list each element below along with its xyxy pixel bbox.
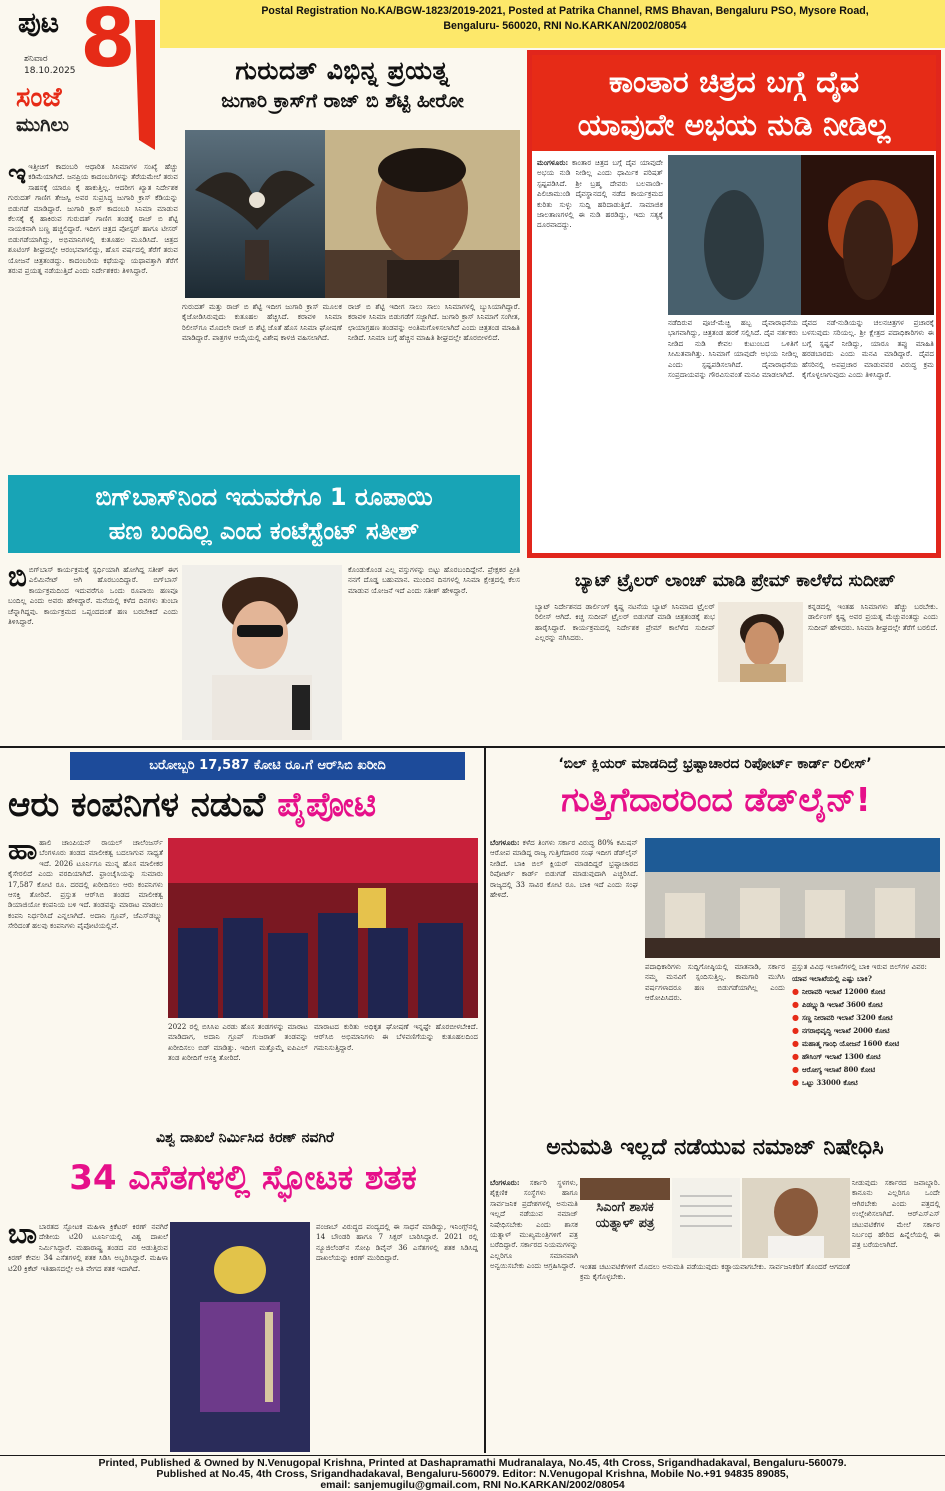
list-item: ● ಪಿಡಬ್ಲ್ಯುಡಿ ಇಲಾಖೆ 3600 ಕೋಟಿ xyxy=(792,998,940,1011)
kantara-still-photo xyxy=(668,155,934,315)
rcb-headline-pink: ಪೈಪೋಟಿ xyxy=(277,785,377,825)
rcb-column-3 xyxy=(314,1022,478,1117)
rcb-kicker: ಬರೋಬ್ಬರಿ 17,587 ಕೋಟಿ ರೂ.ಗೆ ಆರ್‌ಸಿಬಿ ಖರೀದಿ xyxy=(70,752,465,780)
rcb-dropcap: ಹಾ xyxy=(8,838,38,866)
kantara-body-2: ನಡೆದಿರುವ ಪೂಜೆ-ಮೆಚ್ಚಿ ಹಬ್ಬ ದೈವಾರಾಧನೆಯ ಭಾಗವಾಗಿದ್ದು, ಚಿತ್ರತಂಡ ಹರಕೆ ಸಲ್ಲಿಸಿದೆ. ದೈವ ನರ್ತಕರು ನೀಡಿದ ನುಡಿ ಕೇವಲ ಕುಟುಂಬದ ಒಳಿತಿಗೆ ಸೀಮಿತವಾಗಿತ್ತು. ಸಿನಿಮಾಗೆ ಯಾವುದೇ ಅಭಯ ನೀಡಿಲ್ಲ ಎಂದು ಸ್ಪಷ್ಟಪಡಿಸಲಾಗಿದೆ. ದೈವಾರಾಧನೆಯ ಸಂಪ್ರದಾಯವನ್ನು ಗೌರವಿಸುವಂತೆ ಮನವಿ ಮಾಡಲಾಗಿದೆ. xyxy=(668,318,798,380)
bigboss-body-2: ಕೊಂಡುಕೊಂಡ ಎಲ್ಲ ವಸ್ತುಗಳನ್ನು ಬಿಟ್ಟು ಹೊರಬಂದಿದ್ದೇನೆ. ಪ್ರೇಕ್ಷಕರ ಪ್ರೀತಿ ನನಗೆ ದೊಡ್ಡ ಬಹುಮಾನ. ಮುಂದಿನ ದಿನಗಳಲ್ಲಿ ಸಿನಿಮಾ ಕ್ಷೇತ್ರದಲ್ಲಿ ಕೆಲಸ ಮಾಡುವ ಯೋಜನೆ ಇದೆ ಎಂದು ಸತೀಶ್ ಹೇಳಿದ್ದಾರೆ. xyxy=(348,565,520,595)
rcb-team-photo xyxy=(168,838,478,1018)
pullquote-word-4: ಪತ್ರ xyxy=(638,1216,655,1231)
sudeep-column-2 xyxy=(808,602,938,742)
cm-photo xyxy=(742,1178,850,1258)
dues-list xyxy=(792,985,940,1089)
namaz-body-3: ನೀಡುವುದು ಸರ್ಕಾರದ ಜವಾಬ್ದಾರಿ. ಕಾನೂನು ಎಲ್ಲರಿಗೂ ಒಂದೇ ಆಗಿರಬೇಕು ಎಂದು ಪತ್ರದಲ್ಲಿ ಉಲ್ಲೇಖಿಸಲಾಗಿದೆ. ಆರ್‌ಎಸ್‌ಎಸ್ ಚಟುವಟಿಕೆಗಳ ಮೇಲೆ ಸರ್ಕಾರ ನಿರ್ಬಂಧ ಹೇರಿದ ಹಿನ್ನೆಲೆಯಲ್ಲಿ ಈ ಪತ್ರ ಬರೆಯಲಾಗಿದೆ. xyxy=(852,1178,940,1250)
kantara-column-2 xyxy=(668,318,798,553)
gurudath-headline xyxy=(160,50,525,130)
postal-line-2: Bengaluru- 560020, RNI No.KARKAN/2002/08054 xyxy=(443,20,687,32)
rcb-column-2 xyxy=(168,1022,308,1117)
sudeep-body-2: ಕನ್ನಡದಲ್ಲಿ ಇಂತಹ ಸಿನಿಮಾಗಳು ಹೆಚ್ಚು ಬರಬೇಕು. ಡಾರ್ಲಿಂಗ್ ಕೃಷ್ಣ ಅವರ ಪ್ರಯತ್ನ ಮೆಚ್ಚುವಂತದ್ದು ಎಂದು ಸುದೀಪ್ ಹೇಳಿದರು. ಸಿನಿಮಾ ಶೀಘ್ರದಲ್ಲೇ ತೆರೆಗೆ ಬರಲಿದೆ. xyxy=(808,602,938,632)
contractors-headline: ಗುತ್ತಿಗೆದಾರರಿಂದ ಡೆಡ್‌ಲೈನ್! xyxy=(561,780,871,819)
rcb-headline xyxy=(8,785,478,835)
list-item: ● ಸಣ್ಣ ನೀರಾವರಿ ಇಲಾಖೆ 3200 ಕೋಟಿ xyxy=(792,1011,940,1024)
gurudath-column-3 xyxy=(348,302,520,467)
namaz-headline: ಅನುಮತಿ ಇಲ್ಲದೆ ನಡೆಯುವ ನಮಾಜ್ ನಿಷೇಧಿಸಿ xyxy=(546,1135,884,1160)
kiran-kicker: ವಿಶ್ವ ದಾಖಲೆ ನಿರ್ಮಿಸಿದ ಕಿರಣ್ ನವಗಿರೆ xyxy=(156,1130,334,1146)
gurudath-column-2 xyxy=(182,302,342,467)
contractors-kicker: ‘ಬಿಲ್ ಕ್ಲಿಯರ್ ಮಾಡದಿದ್ರೆ ಭ್ರಷ್ಟಾಚಾರದ ರಿಪೋರ್ಟ್ ಕಾರ್ಡ್ ರಿಲೀಸ್’ xyxy=(558,756,872,772)
postal-registration xyxy=(200,4,930,34)
raj-b-shetty-photo xyxy=(325,130,520,298)
sudeep-photo xyxy=(718,602,803,682)
gurudath-headline-line2: ಜುಗಾರಿ ಕ್ರಾಸ್‌ಗೆ ರಾಜ್ ಬಿ ಶೆಟ್ಟಿ ಹೀರೋ xyxy=(221,90,464,112)
masthead-accent-bar xyxy=(135,20,155,150)
sudeep-headline: ಬ್ಯಾಟ್ ಟ್ರೈಲರ್ ಲಾಂಚ್ ಮಾಡಿ ಪ್ರೇಮ್ ಕಾಲೆಳೆದ ಸುದೀಪ್ xyxy=(574,571,896,591)
rcb-body-3: ಮಾರಾಟದ ಕುರಿತು ಅಧಿಕೃತ ಘೋಷಣೆ ಇನ್ನಷ್ಟೇ ಹೊರಬೀಳಬೇಕಿದೆ. ಆರ್‌ಸಿಬಿ ಅಭಿಮಾನಿಗಳು ಈ ಬೆಳವಣಿಗೆಯನ್ನು ಕುತೂಹಲದಿಂದ ಗಮನಿಸುತ್ತಿದ್ದಾರೆ. xyxy=(314,1022,478,1052)
rcb-headline-black: ಆರು ಕಂಪನಿಗಳ ನಡುವೆ xyxy=(8,785,278,825)
list-item: ● ಹೌಸಿಂಗ್ ಇಲಾಖೆ 1300 ಕೋಟಿ xyxy=(792,1050,940,1063)
footer-line-1: Printed, Published & Owned by N.Venugopal Krishna, Printed at Dashapramathi Mudranalaya, No.45, 4th Cross, Srigandhadakaval, Bengaluru-560079. xyxy=(98,1457,847,1469)
satish-photo xyxy=(182,565,342,740)
kantara-headline-line1: ಕಾಂತಾರ ಚಿತ್ರದ ಬಗ್ಗೆ ದೈವ xyxy=(608,65,860,100)
kantara-column-3 xyxy=(802,318,934,553)
list-item: ● ಆರೋಗ್ಯ ಇಲಾಖೆ 800 ಕೋಟಿ xyxy=(792,1063,940,1076)
postal-line-1: Postal Registration No.KA/BGW-1823/2019-2021, Posted at Patrika Channel, RMS Bhavan, Bengaluru PSO, Mysore Road, xyxy=(261,5,869,17)
gurudath-dropcap: ಇ xyxy=(8,162,27,190)
kiran-column-2 xyxy=(316,1222,478,1452)
pullquote-word-1: ಸಿಎಂಗೆ xyxy=(596,1200,625,1215)
list-item: ● ಮಹಾತ್ಮ ಗಾಂಧಿ ಯೋಜನೆ 1600 ಕೋಟಿ xyxy=(792,1037,940,1050)
namaz-body-1: ಸರ್ಕಾರಿ ಸ್ಥಳಗಳು, ಶೈಕ್ಷಣಿಕ ಸಂಸ್ಥೆಗಳು ಹಾಗೂ ಸಾರ್ವಜನಿಕ ಪ್ರದೇಶಗಳಲ್ಲಿ ಅನುಮತಿ ಇಲ್ಲದೆ ನಡೆಯುವ ನಮಾಜ್ ನಿಷೇಧಿಸಬೇಕು ಎಂದು ಶಾಸಕ ಯತ್ನಾಳ್ ಮುಖ್ಯಮಂತ್ರಿಗಳಿಗೆ ಪತ್ರ ಬರೆದಿದ್ದಾರೆ. ಸರ್ಕಾರದ ನಿಯಮಗಳನ್ನು ಎಲ್ಲರಿಗೂ ಸಮಾನವಾಗಿ ಅನ್ವಯಿಸಬೇಕು ಎಂದು ಆಗ್ರಹಿಸಿದ್ದಾರೆ. xyxy=(490,1178,578,1271)
gurudath-body-3: ರಾಜ್ ಬಿ ಶೆಟ್ಟಿ ಇದೀಗ ಸಾಲು ಸಾಲು ಸಿನಿಮಾಗಳಲ್ಲಿ ಬ್ಯುಸಿಯಾಗಿದ್ದಾರೆ. ಕರಾವಳಿ ಸಿನಿಮಾ ಬಿಡುಗಡೆಗೆ ಸಜ್ಜಾಗಿದೆ. ಜುಗಾರಿ ಕ್ರಾಸ್ ಸಿನಿಮಾಗೆ ಸಂಗೀತ, ಛಾಯಾಗ್ರಹಣ ತಂಡವನ್ನು ಅಂತಿಮಗೊಳಿಸಲಾಗಿದೆ ಎಂದು ಚಿತ್ರತಂಡ ಮಾಹಿತಿ ನೀಡಿದೆ. ಸಿನಿಮಾ ಬಗ್ಗೆ ಹೆಚ್ಚಿನ ಮಾಹಿತಿ ಶೀಘ್ರದಲ್ಲೇ ಹೊರಬೀಳಲಿದೆ. xyxy=(348,302,520,343)
kiran-navgire-photo xyxy=(170,1222,310,1452)
namaz-column-1 xyxy=(490,1178,578,1453)
sudeep-body-1: ಬ್ಯಾಟ್ ನಿರ್ದೇಶನದ ಡಾರ್ಲಿಂಗ್ ಕೃಷ್ಣ ನಟನೆಯ ಬ್ಯಾಟ್ ಸಿನಿಮಾದ ಟ್ರೈಲರ್ ರಿಲೀಸ್ ಆಗಿದೆ. ಕಿಚ್ಚ ಸುದೀಪ್ ಟ್ರೈಲರ್ ಬಿಡುಗಡೆ ಮಾಡಿ ಚಿತ್ರತಂಡಕ್ಕೆ ಶುಭ ಹಾರೈಸಿದ್ದಾರೆ. ಕಾರ್ಯಕ್ರಮದಲ್ಲಿ ನಿರ್ದೇಶಕ ಪ್ರೇಮ್ ಕಾಲೆಳೆದ ಸುದೀಪ್ ಎಲ್ಲರನ್ನು ನಗಿಸಿದರು. xyxy=(535,602,715,643)
kiran-body-1: ಬಾರತದ ಸ್ಫೋಟಕ ಮಹಿಳಾ ಕ್ರಿಕೆಟರ್ ಕಿರಣ್ ನವಗಿರೆ ದೇಶೀಯ ಟಿ20 ಟೂರ್ನಿಯಲ್ಲಿ ವಿಶ್ವ ದಾಖಲೆ ನಿರ್ಮಿಸಿದ್ದಾರೆ. ಮಹಾರಾಷ್ಟ್ರ ತಂಡದ ಪರ ಆಡುತ್ತಿರುವ ಕಿರಣ್ ಕೇವಲ 34 ಎಸೆತಗಳಲ್ಲಿ ಶತಕ ಸಿಡಿಸಿ ಅಬ್ಬರಿಸಿದ್ದಾರೆ. ಮಹಿಳಾ ಟಿ20 ಕ್ರಿಕೆಟ್ ಇತಿಹಾಸದಲ್ಲೇ ಅತಿ ವೇಗದ ಶತಕ ಇದಾಗಿದೆ. xyxy=(8,1222,168,1273)
contractors-column-2 xyxy=(645,962,785,1108)
contractors-body-3: ಪ್ರಸ್ತುತ ವಿವಿಧ ಇಲಾಖೆಗಳಲ್ಲಿ ಬಾಕಿ ಇರುವ ಬಿಲ್‌ಗಳ ವಿವರ: xyxy=(792,962,927,971)
bigboss-body-1: ಬಿಗ್‌ಬಾಸ್ ಕಾರ್ಯಕ್ರಮಕ್ಕೆ ಸ್ಪರ್ಧಿಯಾಗಿ ಹೋಗಿದ್ದ ಸತೀಶ್ ಈಗ ಎಲಿಮಿನೇಟ್ ಆಗಿ ಹೊರಬಂದಿದ್ದಾರೆ. ಬಿಗ್‌ಬಾಸ್ ಕಾರ್ಯಕ್ರಮದಿಂದ ಇದುವರೆಗೂ ಒಂದು ರೂಪಾಯಿ ಹಣವೂ ಬಂದಿಲ್ಲ ಎಂದು ಅವರು ಹೇಳಿದ್ದಾರೆ. ಮನೆಯಲ್ಲಿ ಕಳೆದ ದಿನಗಳು ತುಂಬಾ ಚೆನ್ನಾಗಿದ್ದವು. ಕಾರ್ಯಕ್ರಮದ ಒಪ್ಪಂದದಂತೆ ಹಣ ಬರಬೇಕಿದೆ ಎಂದು ತಿಳಿಸಿದ್ದಾರೆ. xyxy=(8,565,178,627)
brand-name-line1: ಸಂಜೆ xyxy=(16,82,62,113)
list-item: ● ನೀರಾವರಿ ಇಲಾಖೆ 12000 ಕೋಟಿ xyxy=(792,985,940,998)
page-number: 8 xyxy=(80,0,136,85)
kantara-body-1: ಕಾಂತಾರ ಚಿತ್ರದ ಬಗ್ಗೆ ದೈವ ಯಾವುದೇ ಅಭಯ ನುಡಿ ನೀಡಿಲ್ಲ ಎಂದು ಧಾರ್ಮಿಕ ಪರಿಷತ್ ಸ್ಪಷ್ಟಪಡಿಸಿದೆ. ಶ್ರೀ ಬ್ರಹ್ಮ ದೇವರು ಬಲವಾಂಡಿ-ಪಿಲಿಚಾಮುಂಡಿ ದೈವಸ್ಥಾನದಲ್ಲಿ ನಡೆದ ಕಾರ್ಯಕ್ರಮದ ಕುರಿತು ಸುಳ್ಳು ಸುದ್ದಿ ಹರಿದಾಡುತ್ತಿದೆ. ಸಾಮಾಜಿಕ ಜಾಲತಾಣಗಳಲ್ಲಿ ಈ ನುಡಿ ಹರಡಿದ್ದು, ಇದು ಸತ್ಯಕ್ಕೆ ದೂರವಾದದ್ದು. xyxy=(537,158,663,230)
rcb-body-1: ಹಾಲಿ ಚಾಂಪಿಯನ್ ರಾಯಲ್ ಚಾಲೆಂಜರ್ಸ್ ಬೆಂಗಳೂರು ತಂಡದ ಮಾಲೀಕತ್ವ ಬದಲಾಗುವ ಸಾಧ್ಯತೆ ಇದೆ. 2026 ಟೂರ್ನಿಗೂ ಮುನ್ನ ಹೊಸ ಮಾಲೀಕರ ಕೈಸೇರಲಿದೆ ಎಂದು ವರದಿಯಾಗಿದೆ. ಫ್ರಾಂಚೈಸಿಯನ್ನು ಸುಮಾರು 17,587 ಕೋಟಿ ರೂ. ದರದಲ್ಲಿ ಖರೀದಿಸಲು ಆರು ಕಂಪನಿಗಳು ಆಸಕ್ತಿ ತೋರಿವೆ. ಪ್ರಸ್ತುತ ಆರ್‌ಸಿಬಿ ತಂಡದ ಮಾಲೀಕತ್ವ ಡಿಯಾಜಿಯೋ ಕಂಪನಿಯ ಬಳಿ ಇದೆ. ತಂಡವನ್ನು ಮಾರಾಟ ಮಾಡಲು ಕಂಪನಿ ನಿರ್ಧರಿಸಿದೆ ಎನ್ನಲಾಗಿದೆ. ಅದಾನಿ ಗ್ರೂಪ್, ಜೆಎಸ್‌ಡಬ್ಲ್ಯು ಸೇರಿದಂತೆ ಹಲವು ಕಂಪನಿಗಳು ಪೈಪೋಟಿಯಲ್ಲಿವೆ. xyxy=(8,838,163,931)
kantara-headline-line2: ಯಾವುದೇ ಅಭಯ ನುಡಿ ನೀಡಿಲ್ಲ xyxy=(577,108,891,143)
dues-list-heading: ಯಾವ ಇಲಾಖೆಯಲ್ಲಿ ಎಷ್ಟು ಬಾಕಿ? xyxy=(792,974,872,984)
namaz-dateline: ಬೆಂಗಳೂರು: xyxy=(490,1178,520,1187)
gurudath-body-1: ಇತ್ತೀಚಿಗೆ ಕಾದಂಬರಿ ಆಧಾರಿತ ಸಿನಿಮಾಗಳ ಸಂಖ್ಯೆ ಹೆಚ್ಚು ಕಡಿಮೆಯಾಗಿದೆ. ಜನಪ್ರಿಯ ಕಾದಂಬರಿಗಳನ್ನು ತೆರೆಯಮೇಲೆ ತರುವ ಸಾಹಸಕ್ಕೆ ಯಾರೂ ಕೈ ಹಾಕುತ್ತಿಲ್ಲ. ಆದರೀಗ ಖ್ಯಾತ ನಿರ್ದೇಶಕ ಗುರುದತ್ ಗಾಣಿಗ ತೇಜಸ್ವಿ ಅವರ ಸುಪ್ರಸಿದ್ಧ ಜುಗಾರಿ ಕ್ರಾಸ್ ಕೆಡಿಯನ್ನು ಬಿಡುಗಡೆ ಮಾಡಿದ್ದಾರೆ. ಜುಗಾರಿ ಕ್ರಾಸ್ ಕಾದಂಬರಿ ಸಿನಿಮಾ ಮಾಡುವ ಕೆಲಸಕ್ಕೆ ಕೈ ಹಾಕಿರುವ ಗುರುದತ್ ಗಾಣಿಗ ತಂಡಕ್ಕೆ ರಾಜ್ ಬಿ ಶೆಟ್ಟಿ ನಾಯಕನಾಗಿ ಬಣ್ಣ ಹಚ್ಚಲಿದ್ದಾರೆ. ಇದೀಗ ಚಿತ್ರದ ಪೋಸ್ಟರ್ ಹಾಗೂ ಟೀಸರ್ ಬಿಡುಗಡೆಯಾಗಿದ್ದು, ಅಭಿಮಾನಿಗಳಲ್ಲಿ ಕುತೂಹಲ ಮೂಡಿಸಿದೆ. ಚಿತ್ರದ ಶೂಟಿಂಗ್ ಶೀಘ್ರದಲ್ಲೇ ಆರಂಭವಾಗಲಿದ್ದು, ಹೊಸ ವರ್ಷದಲ್ಲಿ ತೆರೆಗೆ ತರುವ ಯೋಜನೆ ಚಿತ್ರತಂಡದ್ದು. ಕಾದಂಬರಿಯ ಕಥೆಯನ್ನು ಯಥಾವತ್ತಾಗಿ ತೆರೆಗೆ ತರುವ ಪ್ರಯತ್ನ ನಡೆಯುತ್ತಿದೆ ಎಂದು ನಿರ್ದೇಶಕರು ತಿಳಿಸಿದ್ದಾರೆ. xyxy=(8,162,178,276)
namaz-column-3 xyxy=(852,1178,940,1453)
rcb-body-2: 2022 ರಲ್ಲಿ ಬಿಸಿಸಿಐ ಎರಡು ಹೊಸ ತಂಡಗಳನ್ನು ಮಾರಾಟ ಮಾಡಿದಾಗ, ಅದಾನಿ ಗ್ರೂಪ್ ಗುಜರಾತ್ ತಂಡವನ್ನು ಖರೀದಿಸಲು ಬಿಡ್ ಮಾಡಿತ್ತು. ಇದೀಗ ಮತ್ತೊಮ್ಮೆ ಐಪಿಎಲ್ ತಂಡ ಖರೀದಿಗೆ ಆಸಕ್ತಿ ತೋರಿದೆ. xyxy=(168,1022,308,1063)
gurudath-headline-line1: ಗುರುದತ್ ವಿಭಿನ್ನ ಪ್ರಯತ್ನ xyxy=(235,56,450,85)
eagle-poster-photo xyxy=(185,130,325,298)
contractors-dateline: ಬೆಂಗಳೂರು: xyxy=(490,838,520,847)
bigboss-column-2 xyxy=(348,565,520,740)
issue-date: 18.10.2025 xyxy=(24,66,76,76)
footer-divider xyxy=(0,1455,945,1456)
kiran-body-2: ಪಂಜಾಬ್ ವಿರುದ್ಧದ ಪಂದ್ಯದಲ್ಲಿ ಈ ಸಾಧನೆ ಮಾಡಿದ್ದು, ಇನಿಂಗ್ಸ್‌ನಲ್ಲಿ 14 ಬೌಂಡರಿ ಹಾಗೂ 7 ಸಿಕ್ಸರ್ ಬಾರಿಸಿದ್ದಾರೆ. 2021 ರಲ್ಲಿ ನ್ಯೂಜಿಲೆಂಡ್‌ನ ಸೋಫಿ ಡಿವೈನ್ 36 ಎಸೆತಗಳಲ್ಲಿ ಶತಕ ಸಿಡಿಸಿದ್ದ ದಾಖಲೆಯನ್ನು ಕಿರಣ್ ಮುರಿದಿದ್ದಾರೆ. xyxy=(316,1222,478,1263)
bigboss-headline-line1: ಬಿಗ್‌ಬಾಸ್‌ನಿಂದ ಇದುವರೆಗೂ 1 ರೂಪಾಯಿ xyxy=(95,483,433,511)
page-label: ಪುಟ xyxy=(18,6,60,39)
kiran-column-1 xyxy=(8,1222,168,1452)
pullquote-word-2: ಶಾಸಕ xyxy=(629,1200,654,1215)
contractors-body-1: ಕಳೆದ ತಿಂಗಳು ಸರ್ಕಾರ ವಿರುದ್ಧ 80% ಕಮಿಷನ್ ಆರೋಪ ಮಾಡಿದ್ದ ರಾಜ್ಯ ಗುತ್ತಿಗೆದಾರರ ಸಂಘ ಇದೀಗ ಡೆಡ್‌ಲೈನ್ ನೀಡಿದೆ. ಬಾಕಿ ಬಿಲ್ ಕ್ಲಿಯರ್ ಮಾಡದಿದ್ದರೆ ಭ್ರಷ್ಟಾಚಾರದ ರಿಪೋರ್ಟ್ ಕಾರ್ಡ್ ಬಿಡುಗಡೆ ಮಾಡುವುದಾಗಿ ಎಚ್ಚರಿಸಿದೆ. ರಾಜ್ಯದಲ್ಲಿ 33 ಸಾವಿರ ಕೋಟಿ ರೂ. ಬಾಕಿ ಇದೆ ಎಂದು ಸಂಘ ಹೇಳಿದೆ. xyxy=(490,838,638,900)
kantara-headline xyxy=(532,55,936,151)
list-item: ● ನಗರಾಭಿವೃದ್ಧಿ ಇಲಾಖೆ 2000 ಕೋಟಿ xyxy=(792,1024,940,1037)
bigboss-dropcap: ಬಿ xyxy=(8,565,27,593)
bigboss-headline-line2: ಹಣ ಬಂದಿಲ್ಲ ಎಂದ ಕಂಟೆಸ್ಟೆಂಟ್ ಸತೀಶ್ xyxy=(108,517,420,545)
namaz-body-2: ಇಂತಹ ಚಟುವಟಿಕೆಗಳಿಗೆ ಮೊದಲು ಅನುಮತಿ ಪಡೆಯುವುದು ಕಡ್ಡಾಯವಾಗಬೇಕು. ಸಾರ್ವಜನಿಕರಿಗೆ ತೊಂದರೆ ಆಗದಂತೆ ಕ್ರಮ ಕೈಗೊಳ್ಳಬೇಕು. xyxy=(580,1262,850,1282)
contractors-body-2: ಪದಾಧಿಕಾರಿಗಳು ಸುದ್ದಿಗೋಷ್ಠಿಯಲ್ಲಿ ಮಾತನಾಡಿ, ಸರ್ಕಾರ ನಮ್ಮ ಮನವಿಗೆ ಸ್ಪಂದಿಸುತ್ತಿಲ್ಲ. ಕಾಮಗಾರಿ ಮುಗಿಸಿ ವರ್ಷಗಳಾದರೂ ಹಣ ಬಿಡುಗಡೆಯಾಗಿಲ್ಲ ಎಂದು ಆರೋಪಿಸಿದರು. xyxy=(645,962,785,1003)
kantara-body-3: ದೈವದ ನಡೆ-ನುಡಿಯನ್ನು ಚಲನಚಿತ್ರಗಳ ಪ್ರಚಾರಕ್ಕೆ ಬಳಸುವುದು ಸರಿಯಲ್ಲ. ಶ್ರೀ ಕ್ಷೇತ್ರದ ಪದಾಧಿಕಾರಿಗಳು ಈ ಬಗ್ಗೆ ಸ್ಪಷ್ಟನೆ ನೀಡಿದ್ದು, ಯಾರೂ ತಪ್ಪು ಮಾಹಿತಿ ಹರಡಬಾರದು ಎಂದು ಮನವಿ ಮಾಡಿದ್ದಾರೆ. ದೈವದ ಹೆಸರಿನಲ್ಲಿ ಅಪಪ್ರಚಾರ ಮಾಡುವವರ ವಿರುದ್ಧ ಕ್ರಮ ಕೈಗೊಳ್ಳಲಾಗುವುದು ಎಂದು ತಿಳಿಸಿದ್ದಾರೆ. xyxy=(802,318,934,380)
masthead xyxy=(0,0,160,160)
contractors-column-1 xyxy=(490,838,638,1108)
footer-imprint xyxy=(0,1458,945,1491)
sudeep-column-1 xyxy=(535,602,715,742)
issue-day: ಶನಿವಾರ xyxy=(24,54,48,64)
kantara-dateline: ಮಂಗಳೂರು: xyxy=(537,158,569,167)
vertical-divider xyxy=(484,748,486,1453)
kiran-headline: 34 ಎಸೆತಗಳಲ್ಲಿ ಸ್ಫೋಟಕ ಶತಕ xyxy=(69,1158,417,1198)
bigboss-column-1 xyxy=(8,565,178,740)
namaz-pullquote xyxy=(580,1200,670,1250)
footer-line-3: email: sanjemugilu@gmail.com, RNI No.KARKAN/2002/08054 xyxy=(320,1479,625,1491)
namaz-column-2 xyxy=(580,1262,850,1452)
letter-document-photo xyxy=(672,1178,740,1258)
yatnal-photo xyxy=(580,1178,670,1200)
kantara-column-1 xyxy=(537,158,663,553)
contractors-column-3 xyxy=(792,962,940,1108)
contractors-press-photo xyxy=(645,838,940,958)
list-item: ● ಒಟ್ಟು 33000 ಕೋಟಿ xyxy=(792,1076,940,1089)
gurudath-body-2: ಗುರುದತ್ ಮತ್ತು ರಾಜ್ ಬಿ ಶೆಟ್ಟಿ ಇದೀಗ ಜುಗಾರಿ ಕ್ರಾಸ್ ಮೂಲಕ ಕೈಜೋಡಿಸಿರುವುದು ಕುತೂಹಲ ಹೆಚ್ಚಿಸಿದೆ. ಕರಾವಳಿ ಸಿನಿಮಾ ರಿಲೀಸ್‌ಗೂ ಮೊದಲೇ ರಾಜ್ ಬಿ ಶೆಟ್ಟಿ ಜೊತೆ ಹೊಸ ಸಿನಿಮಾ ಘೋಷಣೆ ಮಾಡಿದ್ದಾರೆ. ಪಾತ್ರಗಳ ಆಯ್ಕೆಯಲ್ಲಿ ವಿಶೇಷ ಕಾಳಜಿ ವಹಿಸಲಾಗಿದೆ. xyxy=(182,302,342,343)
rcb-column-1 xyxy=(8,838,163,1108)
pullquote-word-3: ಯತ್ನಾಳ್ xyxy=(595,1216,635,1231)
gurudath-column-1 xyxy=(8,162,178,467)
bigboss-headline xyxy=(8,475,520,553)
brand-name-line2: ಮುಗಿಲು xyxy=(16,114,69,136)
footer-line-2: Published at No.45, 4th Cross, Srigandhadakaval, Bengaluru-560079. Editor: N.Venugopal Krishna, Mobile No.+91 94835 89085, xyxy=(156,1468,789,1480)
kiran-dropcap: ಬಾ xyxy=(8,1222,38,1250)
section-divider xyxy=(0,746,945,748)
